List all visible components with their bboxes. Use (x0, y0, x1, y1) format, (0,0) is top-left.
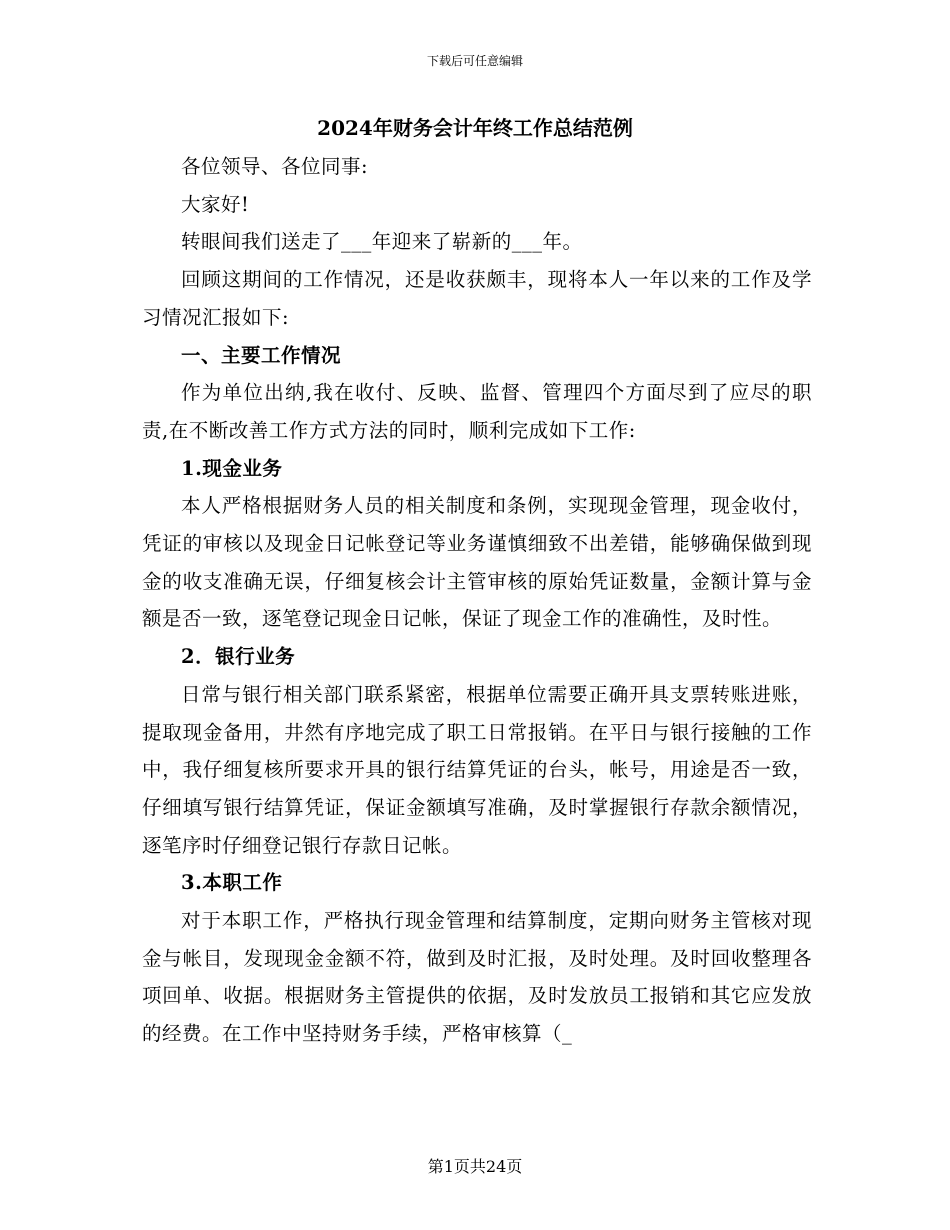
header-note: 下载后可任意编辑 (426, 54, 523, 68)
paragraph-review: 回顾这期间的工作情况，还是收获颇丰，现将本人一年以来的工作及学习情况汇报如下: (142, 268, 812, 329)
paragraph-bank-business: 日常与银行相关部门联系紧密，根据单位需要正确开具支票转账进账，提取现金备用，井然有序地完成了职工日常报销。在平日与银行接触的工作中，我仔细复核所要求开具的银行结算凭证的台头，帐号，用途是否一致，仔细填写银行结算凭证，保证金额填写准确，及时掌握银行存款余额情况，逐笔序时仔细登记银行存款日记帐。 (142, 682, 812, 857)
subheading-own-work: 3.本职工作 (181, 871, 283, 895)
paragraph-intro: 转眼间我们送走了___年迎来了崭新的___年。 (181, 230, 583, 254)
paragraph-cash-business: 本人严格根据财务人员的相关制度和条例，实现现金管理，现金收付，凭证的审核以及现金日记帐登记等业务谨慎细致不出差错，能够确保做到现金的收支准确无误，仔细复核会计主管审核的原始凭证数量，金额计算与金额是否一致，逐笔登记现金日记帐，保证了现金工作的准确性，及时性。 (142, 494, 812, 631)
section-heading-main-work: 一、主要工作情况 (181, 343, 342, 367)
paragraph-own-work: 对于本职工作，严格执行现金管理和结算制度，定期向财务主管核对现金与帐目，发现现金金额不符，做到及时汇报，及时处理。及时回收整理各项回单、收据。根据财务主管提供的依据，及时发放员工报销和其它应发放的经费。在工作中坚持财务手续，严格审核算（_ (142, 909, 812, 1046)
page-number: 第1页共24页 (427, 1157, 523, 1176)
greeting-line: 各位领导、各位同事: (181, 155, 369, 178)
greeting-hello: 大家好! (181, 192, 250, 216)
subheading-bank-business: 2．银行业务 (181, 645, 296, 669)
document-title: 2024年财务会计年终工作总结范例 (317, 116, 633, 140)
document-body (142, 148, 812, 1053)
paragraph-cashier-duty: 作为单位出纳,我在收付、反映、监督、管理四个方面尽到了应尽的职责,在不断改善工作方式方法的同时，顺利完成如下工作: (142, 381, 812, 442)
subheading-cash-business: 1.现金业务 (181, 456, 283, 480)
